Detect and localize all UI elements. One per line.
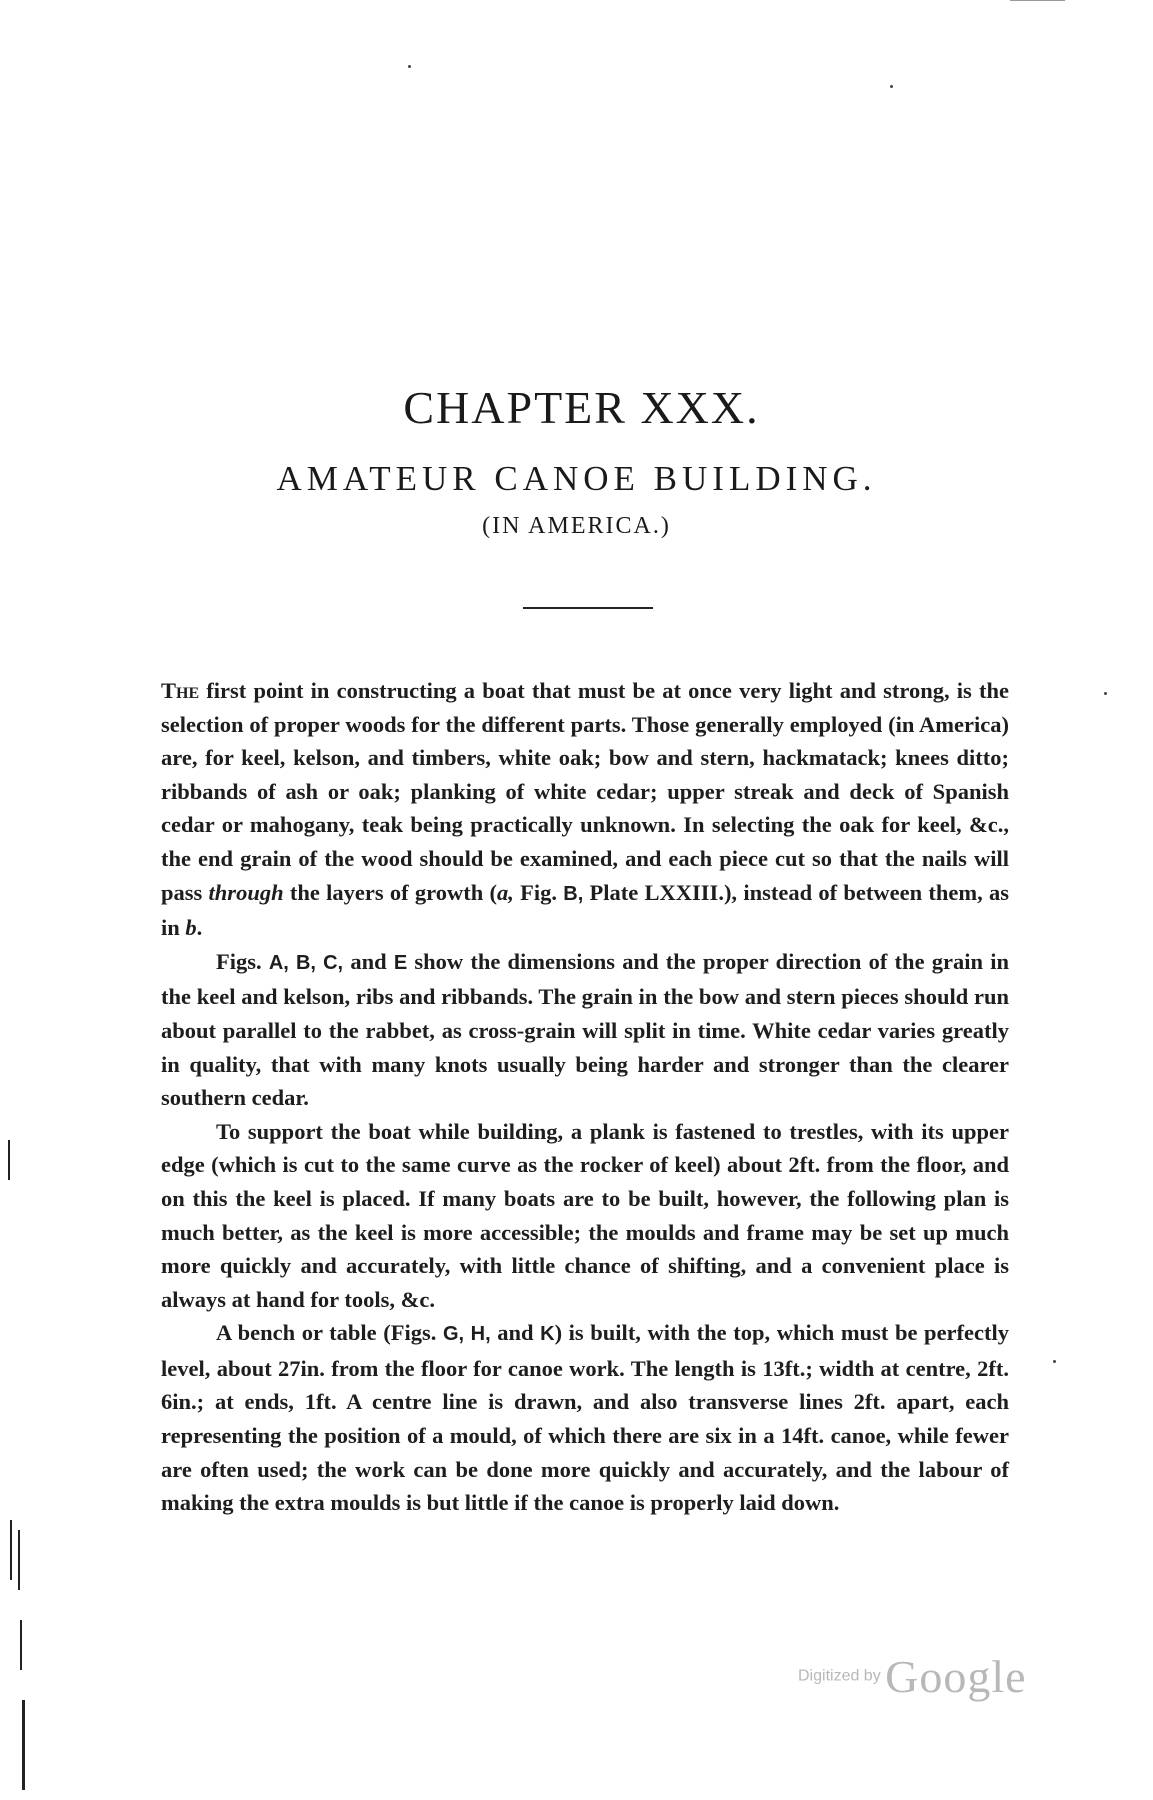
scan-edge-mark: [18, 1530, 20, 1590]
dropcaps-opening: The: [161, 678, 200, 703]
section-divider: [523, 607, 653, 609]
scan-edge-mark: [8, 1140, 10, 1180]
body-text: [161, 674, 1009, 1520]
paragraph-text: Figs.: [216, 948, 269, 974]
paragraph-text: and: [490, 1320, 541, 1346]
chapter-number: CHAPTER XXX.: [403, 382, 760, 433]
watermark-digitized-text: Digitized by: [798, 1667, 881, 1685]
figure-reference: B,: [563, 882, 584, 905]
scan-speck: [1104, 692, 1107, 695]
paragraph-text: Plate LXXIII.), instead of between them, as in: [161, 879, 1009, 941]
scan-speck: [1053, 1360, 1056, 1363]
paragraph-text: and: [343, 948, 394, 974]
italic-word: through: [208, 879, 284, 905]
scan-edge-mark: [1010, 0, 1065, 1]
figure-reference: G, H,: [442, 1323, 491, 1346]
paragraph-text: ) is built, with the top, which must be perfectly level, about 27in. from the floor for canoe work. The length is 13ft.; width at centre, 2ft. 6in.; at ends, 1ft. A centre line is drawn, and also transverse lines 2ft. apart, each representing the position of a mould, of which there are six in a 14ft. canoe, while fewer are often used; the work can be done more quickly and accurately, and the labour of making the extra moulds is but little if the canoe is properly laid down.: [161, 1320, 1009, 1516]
scan-speck: [408, 65, 411, 68]
scan-speck: [890, 85, 893, 88]
paragraph-text: first point in constructing a boat that must be at once very light and strong, is the selection of proper woods for the different parts. Those generally employed (in America) are, for keel, kelson, and timbers, white oak; bow and stern, hackmatack; knees ditto; ribbands of ash or oak; planking of white cedar; upper streak and deck of Spanish cedar or mahogany, teak being practically unknown. In selecting the oak for keel, &c., the end grain of the wood should be examined, and each piece cut so that the nails will pass: [161, 678, 1009, 905]
figure-reference: K: [540, 1323, 555, 1346]
scan-edge-mark: [10, 1520, 12, 1580]
paragraph-text: Fig.: [513, 879, 564, 905]
italic-letter: b: [185, 915, 197, 941]
scan-edge-mark: [20, 1620, 22, 1670]
digitized-watermark: [798, 1650, 1027, 1703]
figure-reference: A, B, C,: [268, 951, 344, 974]
paragraph-2: [161, 945, 1009, 1115]
figure-reference: E: [393, 951, 408, 974]
paragraph-text: the layers of growth (: [283, 879, 497, 905]
chapter-heading: [0, 382, 1153, 539]
chapter-title: AMATEUR CANOE BUILDING.: [276, 459, 877, 498]
paragraph-1: [161, 674, 1009, 945]
paragraph-3: To support the boat while building, a plank is fastened to trestles, with its upper edge (which is cut to the same curve as the rocker of keel) about 2ft. from the floor, and on this the keel is placed. If many boats are to be built, however, the following plan is much better, as the keel is more accessible; the moulds and frame may be set up much more quickly and accurately, with little chance of shifting, and a convenient place is always at hand for tools, &c.: [161, 1118, 1009, 1312]
paragraph-4: [161, 1316, 1009, 1520]
chapter-subtitle: (IN AMERICA.): [482, 513, 671, 539]
scan-edge-mark: [22, 1700, 25, 1790]
paragraph-text: A bench or table (Figs.: [216, 1320, 443, 1346]
google-logo: Google: [885, 1651, 1027, 1702]
paragraph-text: .: [196, 915, 203, 941]
italic-letter: a,: [497, 879, 514, 905]
paragraph-text: show the dimensions and the proper direction of the grain in the keel and kelson, ribs and ribbands. The grain in the bow and stern pieces should run about parallel to the rabbet, as cross-grain will split in time. White cedar varies greatly in quality, that with many knots usually being harder and stronger than the clearer southern cedar.: [161, 948, 1009, 1111]
